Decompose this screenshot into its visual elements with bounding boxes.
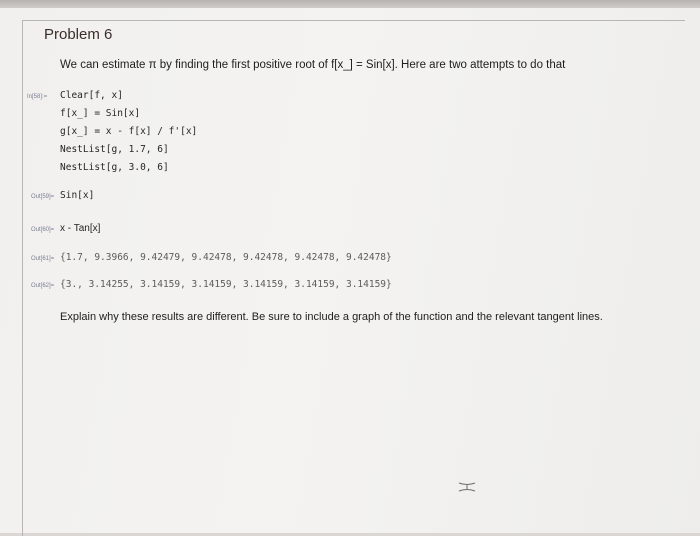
output-value-59: Sin[x] xyxy=(60,190,95,201)
notebook-page xyxy=(0,8,700,533)
explain-instruction: Explain why these results are different. Be sure to include a graph of the function and the relevant tangent lines. xyxy=(60,311,603,323)
problem-title: Problem 6 xyxy=(44,26,113,43)
input-line-g-def[interactable]: g[x_] = x - f[x] / f'[x] xyxy=(60,126,198,137)
output-value-60: x - Tan[x] xyxy=(60,223,101,234)
input-line-nestlist-2[interactable]: NestList[g, 3.0, 6] xyxy=(60,162,169,173)
i-beam-cursor-icon xyxy=(458,482,476,492)
output-label-60: Out[60]= xyxy=(31,227,55,233)
input-line-nestlist-1[interactable]: NestList[g, 1.7, 6] xyxy=(60,144,169,155)
input-line-f-def[interactable]: f[x_] = Sin[x] xyxy=(60,108,141,119)
output-label-61: Out[61]= xyxy=(31,256,55,262)
output-label-59: Out[59]= xyxy=(31,194,55,200)
output-value-62: {3., 3.14255, 3.14159, 3.14159, 3.14159, 3.14159, 3.14159} xyxy=(60,279,392,290)
output-label-62: Out[62]= xyxy=(31,283,55,289)
top-bar xyxy=(0,0,700,8)
problem-intro-text: We can estimate π by finding the first positive root of f[x_] = Sin[x]. Here are two attempts to do that xyxy=(60,59,566,71)
input-label: In[58]:= xyxy=(27,94,48,100)
input-line-clear[interactable]: Clear[f, x] xyxy=(60,90,123,101)
output-value-61: {1.7, 9.3966, 9.42479, 9.42478, 9.42478, 9.42478, 9.42478} xyxy=(60,252,392,263)
